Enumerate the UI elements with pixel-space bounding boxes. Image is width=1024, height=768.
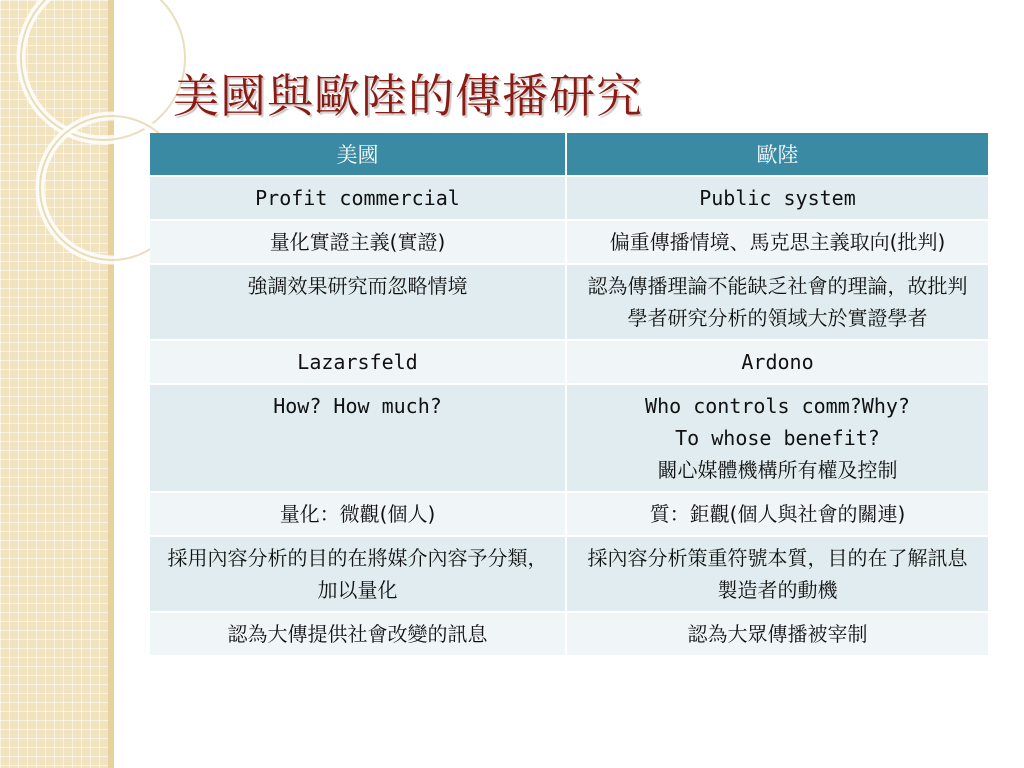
table-row [150,220,988,264]
table-header-row [150,133,988,176]
comparison-table [150,133,988,655]
cell-usa: 量化：微觀(個人) [150,492,566,536]
table-row [150,384,988,492]
table-row [150,176,988,220]
header-europe: 歐陸 [566,133,988,176]
table-row [150,264,988,340]
cell-usa: 認為大傳提供社會改變的訊息 [150,612,566,655]
slide-title: 美國與歐陸的傳播研究 [173,69,643,123]
header-usa: 美國 [150,133,566,176]
cell-europe: 偏重傳播情境、馬克思主義取向(批判) [566,220,988,264]
cell-europe: Who controls comm?Why? To whose benefit? 闞心媒體機構所有權及控制 [566,384,988,492]
cell-europe: 採內容分析策重符號本質，目的在了解訊息製造者的動機 [566,536,988,612]
comparison-table-wrapper [150,133,988,655]
table-row [150,612,988,655]
cell-usa: 採用內容分析的目的在將媒介內容予分類，加以量化 [150,536,566,612]
cell-usa: 量化實證主義(實證) [150,220,566,264]
table-row [150,492,988,536]
table-row [150,340,988,384]
cell-europe: 認為傳播理論不能缺乏社會的理論，故批判學者研究分析的領域大於實證學者 [566,264,988,340]
cell-usa: Profit commercial [150,176,566,220]
cell-usa: How? How much? [150,384,566,492]
cell-usa: Lazarsfeld [150,340,566,384]
table-row [150,536,988,612]
cell-usa: 強調效果研究而忽略情境 [150,264,566,340]
cell-europe: Public system [566,176,988,220]
cell-europe: Ardono [566,340,988,384]
cell-europe: 質：鉅觀(個人與社會的關連) [566,492,988,536]
cell-europe: 認為大眾傳播被宰制 [566,612,988,655]
